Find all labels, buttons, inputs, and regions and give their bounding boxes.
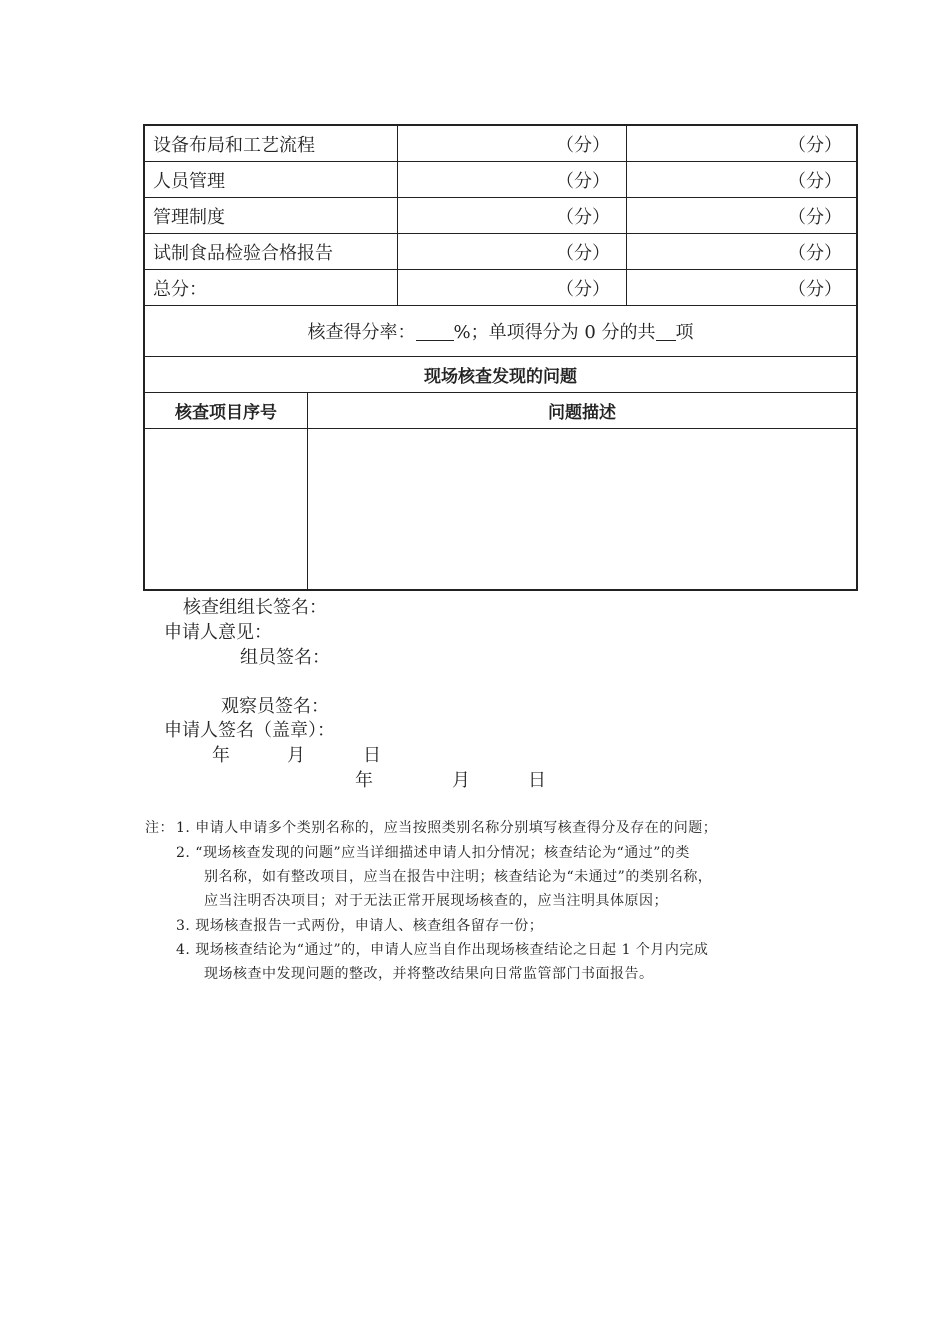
score-cell-a[interactable]: （分） — [398, 234, 627, 269]
column-header-desc: 问题描述 — [548, 403, 616, 423]
score-row-personnel — [145, 162, 856, 198]
score-cell-a[interactable]: （分） — [398, 198, 627, 233]
observer-signature-label: 观察员签名： — [221, 696, 329, 717]
notes-prefix: 注： — [145, 820, 174, 836]
note-line: 4. 现场核查结论为“通过”的，申请人应当自作出现场核查结论之日起 1 个月内完成 — [176, 942, 709, 958]
score-item-label: 设备布局和工艺流程 — [145, 126, 398, 161]
column-header-seq: 核查项目序号 — [145, 393, 308, 428]
issues-title: 现场核查发现的问题 — [424, 367, 577, 387]
rate-suffix: 项 — [675, 322, 694, 343]
applicant-signature-label: 申请人签名（盖章）： — [164, 720, 335, 741]
score-row-total — [145, 270, 856, 306]
score-cell-b[interactable]: （分） — [788, 170, 842, 192]
date-month-1: 月 — [287, 745, 305, 766]
inspection-score-table — [143, 124, 858, 591]
date-year-1: 年 — [212, 745, 230, 766]
score-cell-a[interactable]: （分） — [398, 162, 627, 197]
member-signature-label: 组员签名： — [240, 647, 330, 668]
note-line: 2. “现场核查发现的问题”应当详细描述申请人扣分情况；核查结论为“通过”的类 — [176, 845, 690, 861]
zero-score-count-blank[interactable] — [656, 322, 676, 341]
issue-desc-cell[interactable] — [308, 429, 856, 589]
note-line: 3. 现场核查报告一式两份，申请人、核查组各留存一份； — [176, 918, 544, 934]
note-line: 应当注明否决项目；对于无法正常开展现场核查的，应当注明具体原因； — [204, 893, 668, 909]
date-month-2: 月 — [452, 770, 470, 791]
score-item-label: 总分： — [145, 270, 398, 305]
score-row-test-report — [145, 234, 856, 270]
issue-seq-cell[interactable] — [145, 429, 308, 589]
score-cell-a[interactable]: （分） — [398, 126, 627, 161]
issues-header-row — [145, 393, 856, 429]
score-cell-b[interactable]: （分） — [788, 242, 842, 264]
score-cell-b[interactable]: （分） — [788, 278, 842, 300]
score-row-layout — [145, 126, 856, 162]
rate-percent-blank[interactable] — [416, 322, 454, 341]
applicant-opinion-label: 申请人意见： — [164, 622, 272, 643]
leader-signature-label: 核查组组长签名： — [183, 597, 327, 618]
score-item-label: 管理制度 — [145, 198, 398, 233]
rate-prefix: 核查得分率： — [307, 322, 416, 343]
date-year-2: 年 — [355, 770, 373, 791]
score-cell-b[interactable]: （分） — [788, 206, 842, 228]
score-item-label: 人员管理 — [145, 162, 398, 197]
date-day-2: 日 — [528, 770, 546, 791]
score-item-label: 试制食品检验合格报告 — [145, 234, 398, 269]
note-line: 1. 申请人申请多个类别名称的，应当按照类别名称分别填写核查得分及存在的问题； — [176, 820, 718, 836]
issues-body-row — [145, 429, 856, 589]
note-line: 现场核查中发现问题的整改，并将整改结果向日常监管部门书面报告。 — [204, 966, 654, 982]
score-cell-b[interactable]: （分） — [788, 134, 842, 156]
score-cell-a[interactable]: （分） — [398, 270, 627, 305]
score-row-management — [145, 198, 856, 234]
date-day-1: 日 — [363, 745, 381, 766]
issues-title-row — [145, 357, 856, 393]
note-line: 别名称，如有整改项目，应当在报告中注明；核查结论为“未通过”的类别名称， — [204, 869, 713, 885]
score-rate-row — [145, 306, 856, 357]
rate-middle: %；单项得分为 0 分的共 — [453, 322, 656, 343]
